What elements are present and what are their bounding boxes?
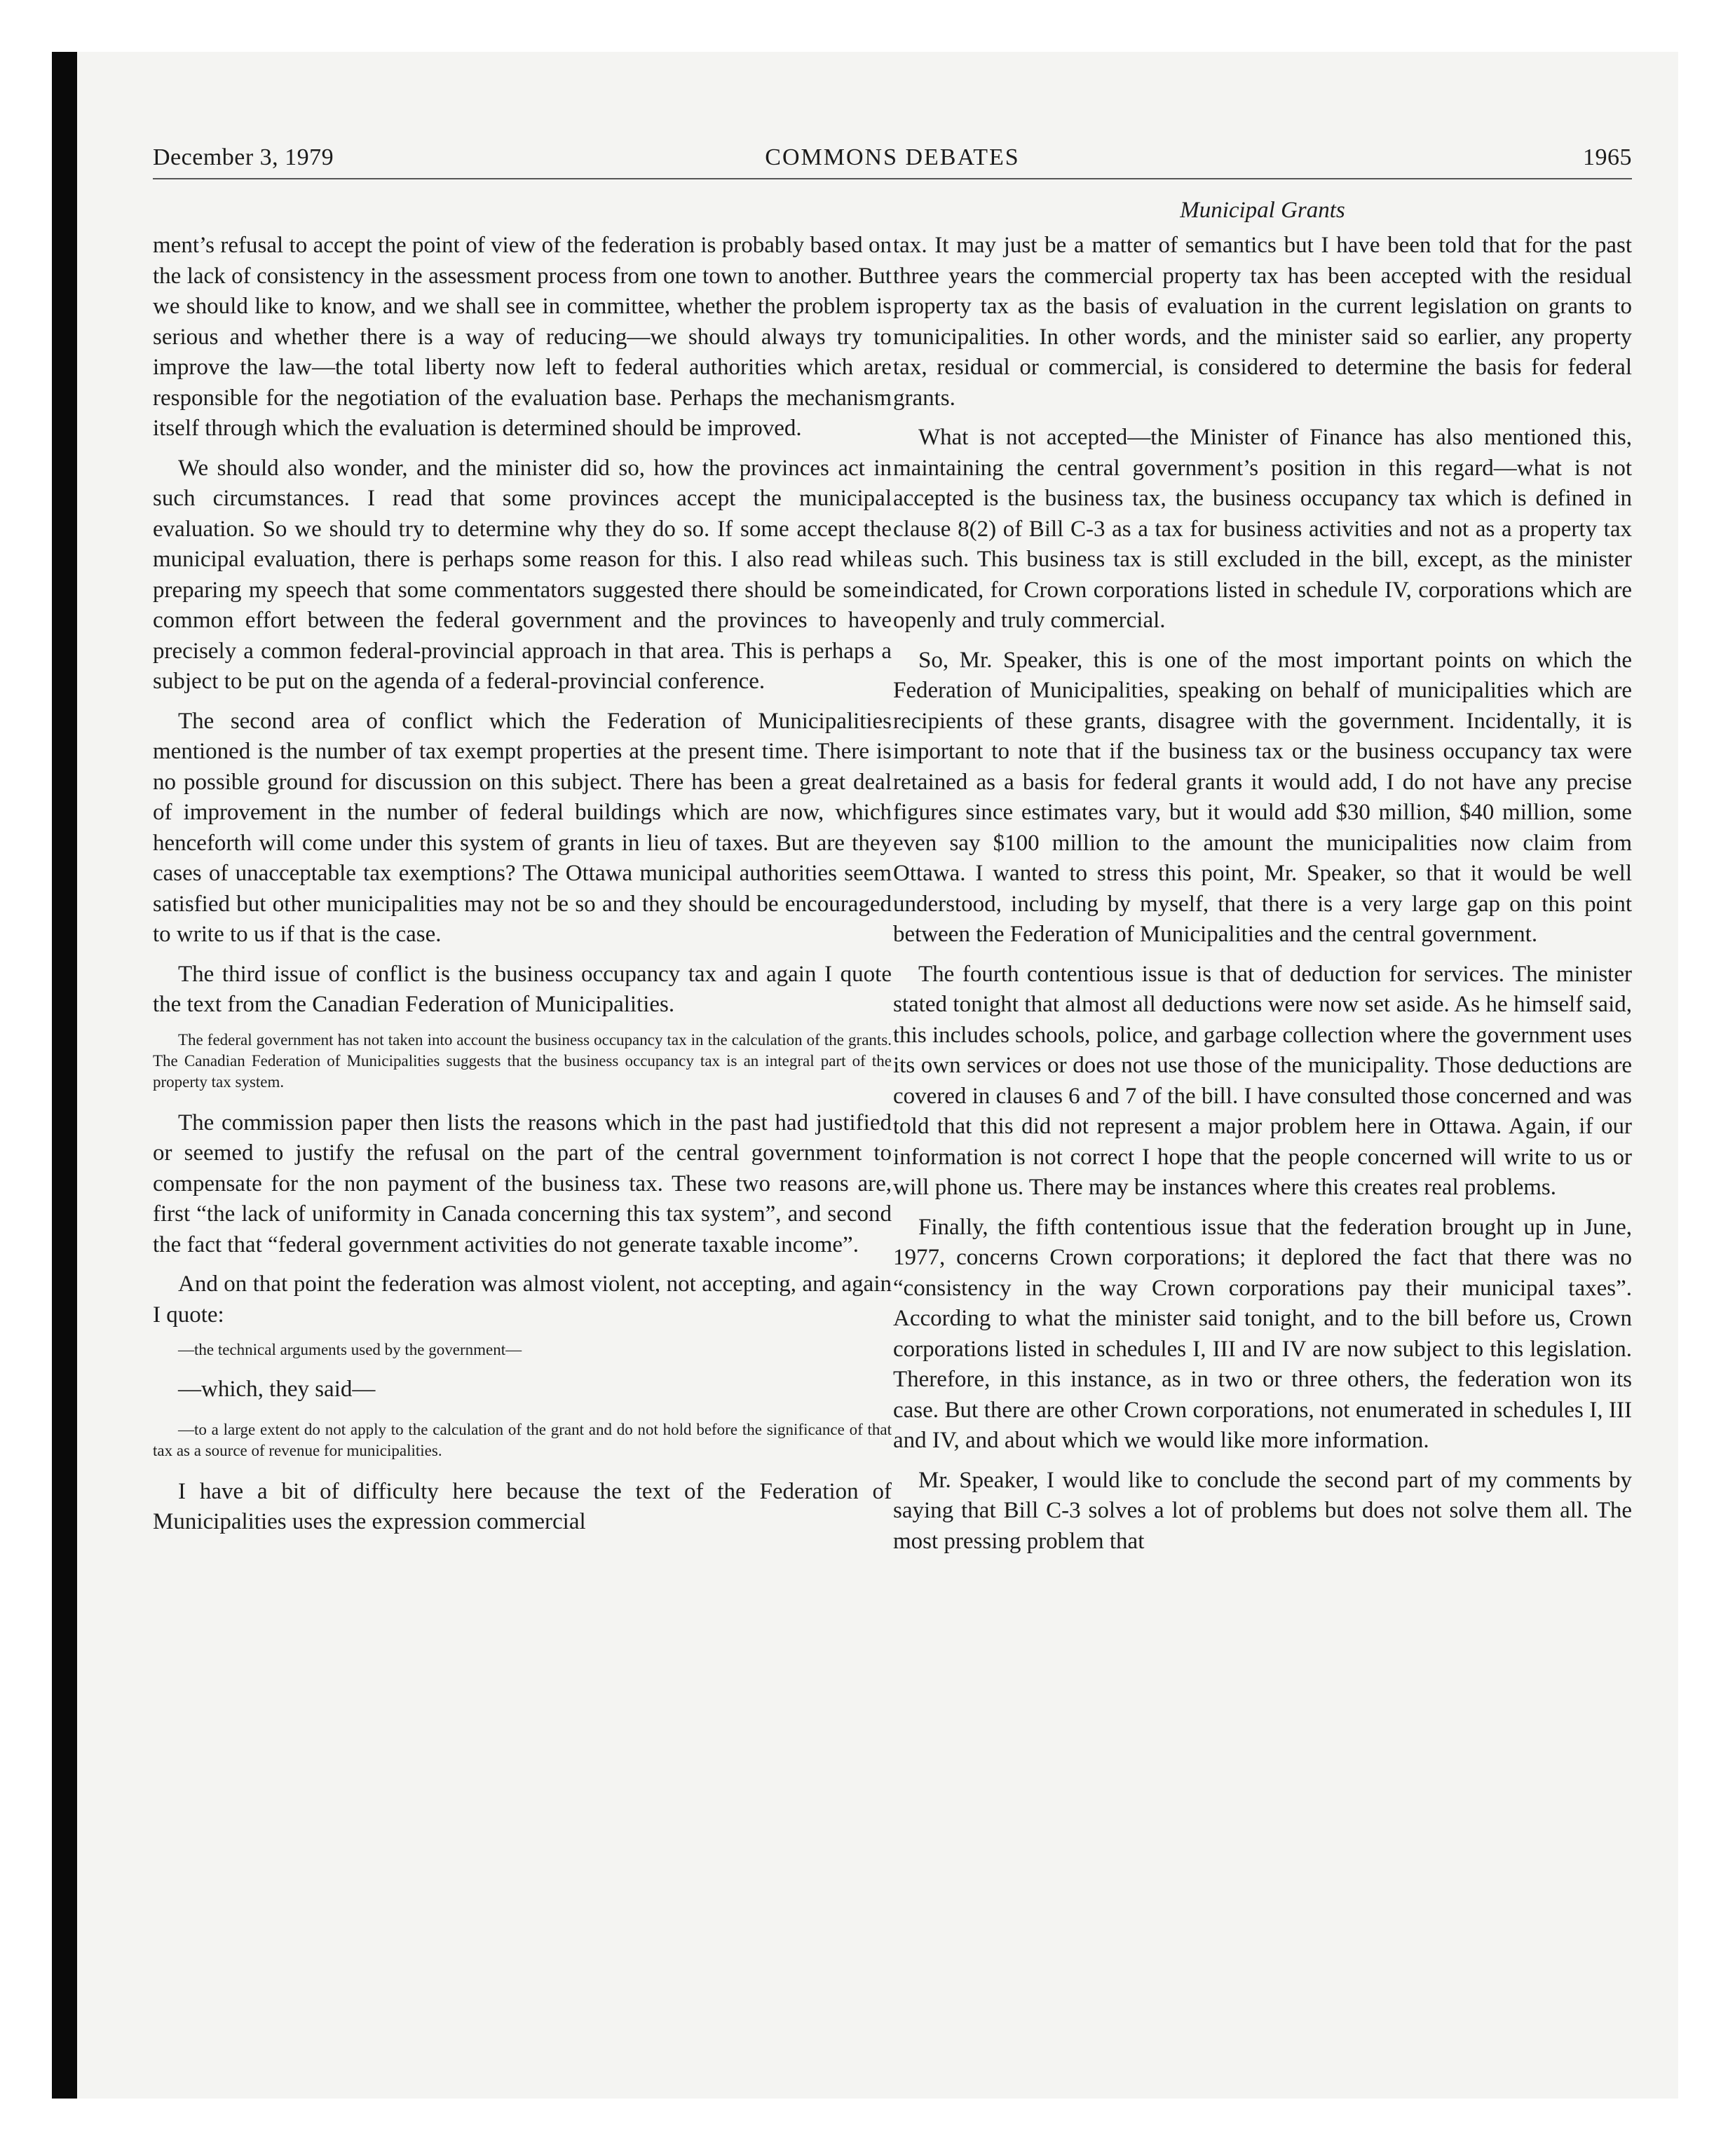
paragraph: The second area of conflict which the Federation of Municipalities mentioned is the number of tax exempt properties at the present time. There is no possible ground for discussion on this subject. There has been a great deal of improvement in the number of federal buildings which are now, which henceforth will come under this system of grants in lieu of taxes. But are they cases of unacceptable tax exemptions? The Ottawa municipal authorities seem satisfied but other municipalities may not be so and they should be encouraged to write to us if that is the case. xyxy=(153,708,892,947)
scan-edge xyxy=(52,52,77,2099)
paragraph: We should also wonder, and the minister did so, how the provinces act in such circumstances. I read that some provinces accept the municipal evaluation. So we should try to determine why they do so. If some accept the municipal evaluation, there is perhaps some reason for this. I also read while preparing my speech that some commentators suggested there should be some common effort between the federal government and the provinces to have precisely a common federal-provincial approach in that area. This is perhaps a subject to be put on the agenda of a federal-provincial conference. xyxy=(153,455,892,694)
running-head: Municipal Grants xyxy=(1180,198,1345,223)
paragraph: —which, they said— xyxy=(178,1377,376,1402)
paragraph: tax. It may just be a matter of semantics but I have been told that for the past three years the commercial property tax has been accepted with the residual property tax as the basis of evaluation in the current legislation on grants to municipalities. In other words, and the minister said so earlier, any property tax, residual or commercial, is considered to determine the basis for federal grants. xyxy=(893,233,1632,411)
left-column xyxy=(153,231,892,1547)
paragraph: The fourth contentious issue is that of deduction for services. The minister stated tonight that almost all deductions were now set aside. As he himself said, this includes schools, police, and garbage collection where the government uses its own services or does not use those of the municipality. Those deductions are covered in clauses 6 and 7 of the bill. I have consulted those concerned and was told that this did not represent a major problem here in Ottawa. Again, if our information is not correct I hope that the people concerned will write to us or will phone us. There may be instances where this creates real problems. xyxy=(893,961,1632,1200)
page-header xyxy=(153,144,1632,179)
paragraph: Finally, the fifth contentious issue that the federation brought up in June, 1977, concerns Crown corporations; it deplored the fact that there was no “consistency in the way Crown corporations pay their municipal taxes”. According to what the minister said tonight, and to the bill before us, Crown corporations listed in schedules I, III and IV are now subject to this legislation. Therefore, in this instance, as in two or three others, the federation won its case. But there are other Crown corporations, not enumerated in schedules I, III and IV, and about which we would like more information. xyxy=(893,1214,1632,1453)
paragraph: ment’s refusal to accept the point of view of the federation is probably based on the lack of consistency in the assessment process from one town to another. But we should like to know, and we shall see in committee, whether the problem is serious and whether there is a way of reducing—we should always try to improve the law—the total liberty now left to federal authorities which are responsible for the negotiation of the evaluation base. Perhaps the mechanism itself through which the evaluation is determined should be improved. xyxy=(153,233,892,441)
block-quote: The federal government has not taken into account the business occupancy tax in the calculation of the grants. The Canadian Federation of Municipalities suggests that the business occupancy tax is an integral part of the property tax system. xyxy=(153,1030,892,1091)
paragraph: And on that point the federation was almost violent, not accepting, and again I quote: xyxy=(153,1271,892,1328)
paragraph: Mr. Speaker, I would like to conclude the second part of my comments by saying that Bill C-3 solves a lot of problems but does not solve them all. The most pressing problem that xyxy=(893,1467,1632,1554)
paragraph: What is not accepted—the Minister of Finance has also mentioned this, maintaining the central government’s position in this regard—what is not accepted is the business tax, the business occupancy tax which is defined in clause 8(2) of Bill C-3 as a tax for business activities and not as a property tax as such. This business tax is still excluded in the bill, except, as the minister indicated, for Crown corporations listed in schedule IV, corporations which are openly and truly commercial. xyxy=(893,425,1632,633)
page xyxy=(52,52,1678,2099)
paragraph: I have a bit of difficulty here because the text of the Federation of Municipalities uses the expression commercial xyxy=(153,1478,892,1534)
header-title: COMMONS DEBATES xyxy=(765,144,1020,170)
block-quote: —the technical arguments used by the government— xyxy=(178,1341,522,1358)
paragraph: The third issue of conflict is the business occupancy tax and again I quote the text from the Canadian Federation of Municipalities. xyxy=(153,961,892,1017)
block-quote: —to a large extent do not apply to the calculation of the grant and do not hold before the significance of that tax as a source of revenue for municipalities. xyxy=(153,1420,892,1459)
header-page-number: 1965 xyxy=(1583,144,1632,170)
paragraph: The commission paper then lists the reasons which in the past had justified or seemed to justify the refusal on the part of the central government to compensate for the non payment of the business tax. These two reasons are, first “the lack of uniformity in Canada concerning this tax system”, and second the fact that “federal government activities do not generate taxable income”. xyxy=(153,1110,892,1257)
header-date: December 3, 1979 xyxy=(153,144,334,170)
right-column xyxy=(893,231,1632,1566)
paragraph: So, Mr. Speaker, this is one of the most important points on which the Federation of Municipalities, speaking on behalf of municipalities which are recipients of these grants, disagree with the government. Incidentally, it is important to note that if the business tax or the business occupancy tax were retained as a basis for federal grants it would add, I do not have any precise figures since estimates vary, but it would add $30 million, $40 million, some even say $100 million to the amount the municipalities now claim from Ottawa. I wanted to stress this point, Mr. Speaker, so that it would be well understood, including by myself, that there is a very large gap on this point between the Federation of Municipalities and the central government. xyxy=(893,647,1632,947)
